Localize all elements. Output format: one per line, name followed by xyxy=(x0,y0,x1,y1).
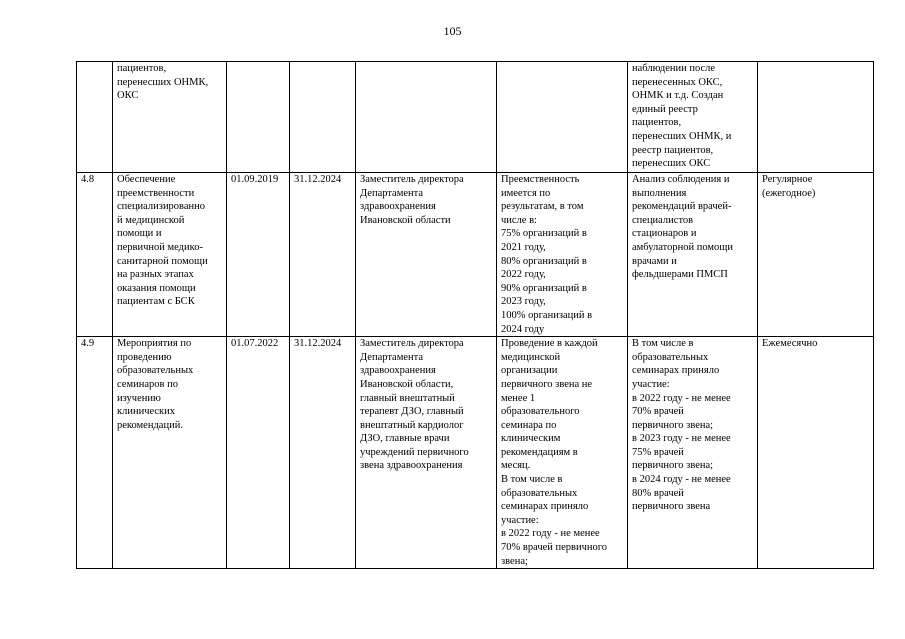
result-cell xyxy=(497,62,628,173)
event-cell: пациентов, перенесших ОНМК, ОКС xyxy=(113,62,227,173)
result-cell: Преемственность имеется по результатам, в том числе в: 75% организаций в 2021 году, 80% организаций в 2022 году, 90% организаций в 2023 году, 100% организаций в 2024 году xyxy=(497,173,628,337)
frequency-cell: Регулярное (ежегодное) xyxy=(758,173,874,337)
responsible-cell: Заместитель директора Департамента здравоохранения Ивановской области, главный внештатный терапевт ДЗО, главный внештатный кардиолог ДЗО, главные врачи учреждений первичного звена здравоохранения xyxy=(356,337,497,569)
end-date-cell: 31.12.2024 xyxy=(290,337,356,569)
row-number-cell: 4.8 xyxy=(77,173,113,337)
start-date-cell: 01.09.2019 xyxy=(227,173,290,337)
responsible-cell xyxy=(356,62,497,173)
row-number-cell: 4.9 xyxy=(77,337,113,569)
table-row xyxy=(77,337,874,569)
responsible-cell: Заместитель директора Департамента здравоохранения Ивановской области xyxy=(356,173,497,337)
frequency-cell: Ежемесячно xyxy=(758,337,874,569)
indicator-cell: Анализ соблюдения и выполнения рекомендаций врачей- специалистов стационаров и амбулаторной помощи врачами и фельдшерами ПМСП xyxy=(628,173,758,337)
action-plan-table xyxy=(76,61,874,569)
end-date-cell xyxy=(290,62,356,173)
start-date-cell: 01.07.2022 xyxy=(227,337,290,569)
indicator-cell: наблюдении после перенесенных ОКС, ОНМК и т.д. Создан единый реестр пациентов, перенесших ОНМК, и реестр пациентов, перенесших ОКС xyxy=(628,62,758,173)
event-cell: Обеспечение преемственности специализированно й медицинской помощи и первичной медико- санитарной помощи на разных этапах оказания помощи пациентам с БСК xyxy=(113,173,227,337)
row-number-cell xyxy=(77,62,113,173)
end-date-cell: 31.12.2024 xyxy=(290,173,356,337)
indicator-cell: В том числе в образовательных семинарах приняло участие: в 2022 году - не менее 70% врачей первичного звена; в 2023 году - не менее 75% врачей первичного звена; в 2024 году - не менее 80% врачей первичного звена xyxy=(628,337,758,569)
table-row xyxy=(77,173,874,337)
frequency-cell xyxy=(758,62,874,173)
page-number: 105 xyxy=(443,24,462,38)
result-cell: Проведение в каждой медицинской организации первичного звена не менее 1 образовательного семинара по клиническим рекомендациям в месяц. В том числе в образовательных семинарах приняло участие: в 2022 году - не менее 70% врачей первичного звена; xyxy=(497,337,628,569)
table-row xyxy=(77,62,874,173)
event-cell: Мероприятия по проведению образовательных семинаров по изучению клинических рекомендаций. xyxy=(113,337,227,569)
start-date-cell xyxy=(227,62,290,173)
